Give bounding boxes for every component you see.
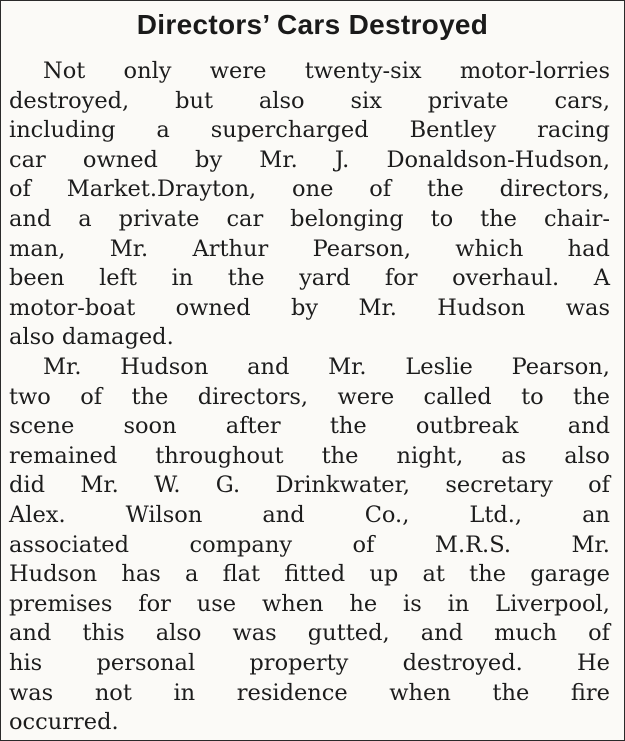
text-line: and a private car belonging to the chair- [9,206,610,232]
text-line: destroyed, but also six private cars, [9,87,610,114]
text-line: remained throughout the night, as also [9,442,610,469]
text-line: including a supercharged Bentley racing [9,117,610,144]
text-line: of Market.Drayton, one of the directors, [9,176,610,203]
text-line: motor-boat owned by Mr. Hudson was [9,294,610,321]
text-line: was not in residence when the fire [9,679,610,706]
text-line: and this also was gutted, and much of [9,620,610,647]
text-line: man, Mr. Arthur Pearson, which had [9,235,610,262]
text-line: premises for use when he is in Liverpool, [9,590,610,617]
text-line: Hudson has a flat fitted up at the garage [9,561,610,588]
headline: Directors’ Cars Destroyed [136,9,489,40]
text-line: Not only were twenty-six motor-lorries [43,58,610,84]
text-line: scene soon after the outbreak and [9,413,610,440]
text-line: did Mr. W. G. Drinkwater, secretary of [9,472,610,499]
text-line: also damaged. [9,324,174,351]
text-line: Alex. Wilson and Co., Ltd., an [9,502,610,528]
text-line: been left in the yard for overhaul. A [9,265,610,292]
text-line: car owned by Mr. J. Donaldson-Hudson, [9,146,610,173]
text-line: Mr. Hudson and Mr. Leslie Pearson, [43,354,610,380]
text-line: his personal property destroyed. He [9,650,610,676]
text-line: occurred. [9,709,119,736]
text-line: associated company of M.R.S. Mr. [9,531,610,558]
text-line: two of the directors, were called to the [9,383,610,410]
